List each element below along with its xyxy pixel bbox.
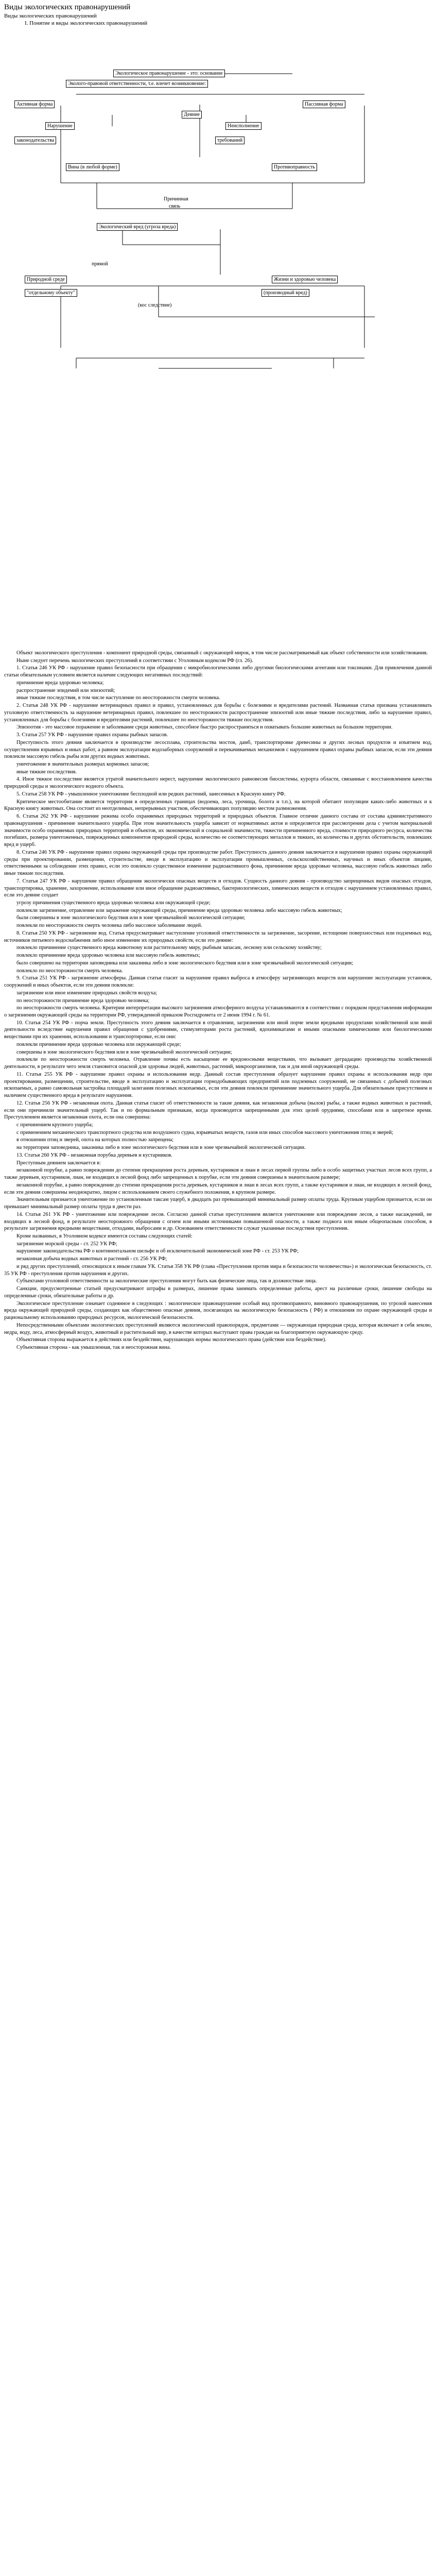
- paragraph: иные тяжкие последствия, в том числе наступление по неосторожности смерти человека.: [16, 695, 220, 701]
- cause-label: Причинная: [164, 196, 188, 202]
- ecological-harm-box: Экологический вред (угроза вреда): [97, 223, 178, 231]
- paragraph: незаконной порубке, а равно повреждении до степени прекращения роста деревьев, кустарников и лиан в лесах первой группы либо в особо защитных участках лесов всех групп, а также деревьев, кустарников, лиан, не входящих в лесной фонд либо запрещенных к порубке, если эти деяния совершены в значительном размере;: [4, 1167, 432, 1181]
- paragraph: 11. Статья 255 УК РФ - нарушение правил охраны и использования недр. Данный состав преступления образует нарушение правил охраны и использования недр при проектировании, размещении, строительстве, вводе в эксплуатацию и эксплуатации горнодобывающих предприятий или подземных сооружений, не связанных с добычей полезных ископаемых, а равно самовольная застройка площадей залегания полезных ископаемых, если эти деяния повлекли причинение значительного ущерба. Для обязательным присутствием и наличием существенного вреда в результате нарушения.: [4, 1071, 432, 1099]
- unlawful-box: Противоправность: [272, 163, 317, 171]
- industrial-harm-box: (производный вред): [261, 289, 309, 297]
- section-title: I. Понятие и виды экологических правонарушений: [25, 20, 148, 26]
- paragraph: с причинением крупного ущерба;: [16, 1122, 93, 1128]
- paragraph: 8. Статья 246 УК РФ - нарушение правил охраны окружающей среды при производстве работ. Преступность данного деяния заключается в нарушении правил охраны окружающей среды при проектировании, размещении, строительстве, вводе в эксплуатацию и эксплуатации промышленных, сельскохозяйственных, научных и иных объектов лицами, ответственными за соблюдение этих правил, если это повлекло существенное изменение радиоактивного фона, причинение вреда здоровью человека, массовую гибель животных либо иные тяжкие последствия.: [4, 849, 432, 877]
- scheme-connectors: [4, 28, 432, 647]
- paragraph: 10. Статья 254 УК РФ - порча земли. Преступность этого деяния заключается в отравлении, загрязнении или иной порче земли вредными продуктами хозяйственной или иной деятельности вследствие нарушения правил обращения с удобрениями, стимуляторами роста растений, ядохимикатами и иными опасными химическими или биологическими веществами при их хранении, использовании и транспортировке, если они:: [4, 1020, 432, 1040]
- paragraph: 2. Статья 248 УК РФ - нарушение ветеринарных правил и правил, установленных для борьбы с болезнями и вредителями растений. Названная статья призвана устанавливать уголовную ответственность за нарушение ветеринарных правил, повлекшее по неосторожности распространение эпизоотий или иные тяжкие последствия, либо за нарушение правил, установленных для борьбы с болезнями и вредителями растений, повлекшее по неосторожности тяжкие последствия.: [4, 703, 432, 723]
- paragraph: незаконная добыча водных животных и растений - ст. 256 УК РФ;: [16, 1256, 167, 1262]
- paragraph: 4. Иное тяжкое последствие является утратой значительного нерест, нарушение экологического равновесия биосистемы, курорта области, связанные с восстановлением качества природной среды и экологического водного объекта.: [4, 776, 432, 790]
- env-box: Природной среде: [25, 276, 67, 283]
- paragraph: 5. Статья 258 УК РФ - умышленное уничтожение бесплодной или редких растений, занесенных в Красную книгу РФ.: [16, 791, 286, 797]
- paragraph: повлекли по неосторожности смерть человека. Отравление почвы есть насыщение ее вредоносными веществами, что вызывает деградацию производства хозяйственной деятельности, в результате чего земля становится опасной для здоровья людей, животных, растений, микроорганизмов, так и для иной окружающей среды.: [4, 1057, 432, 1070]
- paragraph: 3. Статья 257 УК РФ - нарушение правил охраны рыбных запасов.: [16, 732, 168, 738]
- violation-box: Нарушение: [45, 122, 75, 130]
- paragraph: Ныне следует перечень экологических преступлений в соответствии с Уголовным кодексом РФ (гл. 26).: [16, 657, 253, 664]
- paragraph: повлекло по неосторожности смерть человека.: [16, 968, 123, 974]
- paragraph: Субъективная сторона - как умышленная, так и неосторожная вина.: [16, 1345, 171, 1351]
- requirements-box: требований: [215, 137, 245, 144]
- paragraph: с применением механического транспортного средства или воздушного судна, взрывчатых веществ, газов или иных способов массового уничтожения птиц и зверей;: [16, 1129, 393, 1136]
- paragraph: 1. Статья 246 УК РФ - нарушение правил безопасности при обращении с микробиологическими либо другими биологическими агентами или токсинами. Для привлечения данной статьи обязательным условием является наличие следующих негативных последствий:: [4, 665, 432, 679]
- paragraph: Эпизоотия - это массовое поражение и заболевание среди животных, способное быстро распространяться и охватывать большие животных на большом территории.: [16, 724, 393, 731]
- paragraph: в отношении птиц и зверей, охота на которых полностью запрещена;: [16, 1137, 174, 1143]
- link-label: связь: [169, 204, 181, 209]
- natural-object-box: "отдельному объекту": [25, 289, 77, 297]
- paragraph: повлекло причинение существенного вреда животному или растительному миру, рыбным запасам, лесному или сельскому хозяйству;: [16, 945, 322, 951]
- paragraph: Экологическое преступление означает содеянное в следующих : экологическое правонарушение особый вид противоправного, виновного правонарушения, по угрозой нанесения вреда окружающей природной среды, создающих как общественно опасные деяния, посягающих на экологическую безопасность ( РФ) и отношения по охране окружающей среды и рациональному использованию природных ресурсов, экологической безопасности.: [4, 1300, 432, 1321]
- kos-label: (кос следствие): [138, 302, 172, 308]
- paragraph: повлекли загрязнение, отравление или заражение окружающей среды, причинение вреда здоровью человека либо массовую гибель животных;: [16, 907, 342, 913]
- liability-box: Эколого-правовой ответственности, т.е. влечет возникновение:: [66, 80, 208, 88]
- paragraph: и ряд других преступлений, относящихся к иным главам УК. Статья 358 УК РФ (глава «Преступления против мира и безопасности человечества») и экологическая безопасность, ст. 35 УК РФ - преступления против нарушения и других.: [4, 1263, 432, 1277]
- paragraph: 6. Статья 262 УК РФ - нарушение режима особо охраняемых природных территорий и природных объектов. Главное отличие данного состава от состава административного правонарушения - причинение значительного ущерба. При этом значительность ущерба зависит от нормативных актов и определяется при рассмотрении дела с учетом материальной значимости особо охраняемых природных территорий и объектов, их экономической и социальной значимости, тяжести причиненного вреда, стоимости природного ресурса, количества погибших, размера уничтоженных, поврежденных компонентов природной среды, количество ее соответствующих металлов и тяжких, их количества и других обстоятельств, повлекших вред и ущерб.: [4, 814, 432, 848]
- paragraph: Кроме названных, в Уголовном кодексе имеются составы следующих статей:: [16, 1233, 193, 1240]
- paragraph: Субъектами уголовной ответственности за экологические преступления могут быть как физические лица, так и должностные лица.: [16, 1278, 317, 1284]
- paragraph: незаконной порубке, а равно повреждении до степени прекращения роста деревьев, кустарников и лиан в лесах всех групп, а также кустарников и лиан, не входящих в лесной фонд, если эти деяния совершены неоднократно, лицом с использованием своего служебного положения, в крупном размере.: [4, 1182, 432, 1195]
- paragraph: по неосторожности смерть человека. Критерии интерпретации высокого загрязнения атмосферного воздуха устанавливаются в соответствии с порядком представления информации о загрязнении окружающей среды на территории РФ, утвержденной приказом Росгидромета от 2 июня 1994 г. № 61.: [4, 1005, 432, 1018]
- paragraph: распространение эпидемий или эпизоотий;: [16, 687, 115, 693]
- offense-scheme-diagram: [4, 28, 432, 647]
- action-box: Деяние: [182, 111, 202, 118]
- paragraph: Преступность этого деяния заключается в производстве лесосплава, строительства мостов, дамб, транспортировке древесины и других лесных продуктов и изъятием вод, осуществлении взрывных и иных работ, а равном эксплуатации водозаборных сооружений и перекачиваемых механизмов с нарушением правил охраны рыбных запасов, если эти деяния повлекли массовую гибель рыбы или других водных животных.: [4, 739, 432, 760]
- article-text: [4, 650, 432, 1351]
- paragraph: причинение вреда здоровью человека;: [16, 680, 104, 686]
- guilt-box: Вина (в любой форме): [66, 163, 119, 171]
- paragraph: загрязнение морской среды - ст. 252 УК РФ;: [16, 1241, 117, 1247]
- paragraph: 13. Статья 260 УК РФ - незаконная порубка деревьев и кустарников.: [16, 1152, 172, 1158]
- paragraph: по неосторожности причинение вреда здоровью человека;: [16, 997, 150, 1004]
- paragraph: Объект экологического преступления - компонент природной среды, связанный с окружающей мирок, в том числе рассматриваемый как объект собственности или хозяйствования.: [16, 650, 428, 656]
- legislation-box: законодательства: [14, 137, 56, 144]
- paragraph: Санкции, предусмотренные статьей предусматривают штрафы в размерах, лишение права занимать определенные работы, арест на различные сроки, лишение свободы на определенные сроки, обязательные работы и др.: [4, 1286, 432, 1299]
- paragraph: повлекли по неосторожности смерть человека либо массовое заболевание людей.: [16, 923, 202, 929]
- paragraph: уничтожение в значительных размерах кормовых запасов;: [16, 761, 149, 768]
- paragraph: на территории заповедника, заказника либо в зоне экологического бедствия или в зоне чрезвычайной экологической ситуации.: [16, 1145, 306, 1151]
- paragraph: Преступным деянием заключается в:: [16, 1160, 101, 1166]
- paragraph: 7. Статья 247 УК РФ - нарушение правил обращения экологически опасных веществ и отходов. Сущность данного деяния - производство запрещенных видов опасных отходов, транспортировка, хранение, захоронение, использование или иное обращение радиоактивных, бактериологических, химических веществ и отходов с нарушением установленных правил, если это деяние создает: [4, 878, 432, 899]
- paragraph: повлекло причинение вреда здоровью человека или массовую гибель животных;: [16, 953, 201, 959]
- top-block: Экологическое правонарушение - это: основание: [113, 70, 225, 77]
- direct-label: прямой: [92, 261, 108, 267]
- health-box: Жизни и здоровью человека: [272, 276, 338, 283]
- passive-form-box: Пассивная форма: [303, 100, 345, 108]
- paragraph: иные тяжкие последствия.: [16, 769, 77, 775]
- paragraph: Критическое местообитание является территория в определенных границах (водоема, леса, урочища, болота и т.п.), на которой обитают популяции каких-либо животных и к Красную книгу животных. Она состоит из неотделимых, непрерывных участков, обеспечивающих популяцию местом размножения.: [4, 799, 432, 812]
- active-form-box: Активная форма: [14, 100, 55, 108]
- page-subtitle: Виды экологических правонарушений: [4, 13, 97, 19]
- paragraph: повлекли причинение вреда здоровью человека или окружающей среде;: [16, 1041, 181, 1047]
- paragraph: 14. Статья 261 УК РФ - уничтожение или повреждение лесов. Согласно данной статьи преступлением является уничтожение или повреждение лесов, а также насаждений, не входящих в лесной фонд, в результате неосторожного обращения с огнем или иными источниками повышенной опасности, а также поджога или иным общеопасным способом, в результате загрязнения вредными веществами, отходами, выбросами и др. Основанием ответственности служат указанные последствия преступления.: [4, 1211, 432, 1232]
- paragraph: было совершено на территории заповедника или заказника либо в зоне экологического бедствия или в зоне чрезвычайной экологической ситуации;: [16, 960, 353, 966]
- paragraph: 8. Статья 250 УК РФ - загрязнение вод. Статья предусматривает наступление уголовной ответственности за загрязнение, засорение, истощение поверхностных или подземных вод, источников питьевого водоснабжения либо иное изменение их природных свойств, если это деяние:: [4, 930, 432, 943]
- paragraph: загрязнение или иное изменение природных свойств воздуха;: [16, 990, 158, 996]
- paragraph: совершены в зоне экологического бедствия или в зоне чрезвычайной экологической ситуации;: [16, 1049, 232, 1055]
- paragraph: 9. Статья 251 УК РФ - загрязнение атмосферы. Данная статья гласит за нарушение правил выброса в атмосферу загрязняющих веществ или нарушение эксплуатации установок, сооружений и иных объектов, если эти деяния повлекли:: [4, 975, 432, 989]
- non-perform-box: Неисполнение: [225, 122, 261, 130]
- paragraph: 12. Статья 256 УК РФ - незаконная охота. Данная статья гласит об ответственности за такие деяния, как незаконная добыча (вылов) рыбы, а также водных животных и растений, если они причинили значительный ущерб. Так и по формальным признакам, когда производится запрещенными для этих целей орудиями, способами или в запретное время. Преступлением является незаконная охота, если она совершена:: [4, 1100, 432, 1121]
- paragraph: Непосредственными объектами экологических преступлений являются экологический правопорядок, предметами — окружающая природная среда, которая включает в себя землю, недра, воду, леса, атмосферный воздух, животный и растительный мир, в качестве которых выступают права граждан на благоприятную окружающую среду.: [4, 1322, 432, 1335]
- paragraph: Объективная сторона выражается в действиях или бездействии, нарушающих нормы экологического права (действие или бездействие).: [16, 1337, 326, 1343]
- paragraph: были совершены в зоне экологического бедствия или в зоне чрезвычайной экологической ситуации;: [16, 915, 246, 921]
- paragraph: Значительным признается уничтожение по установленным таксам ущерб, в двадцать раз превышающий минимальный размер оплаты труда. Крупным ущербом признается, если он превышает минимальный размер оплаты труда в двести раз.: [4, 1197, 432, 1210]
- page-title: Виды экологических правонарушений: [4, 3, 131, 11]
- paragraph: угрозу причинения существенного вреда здоровью человека или окружающей среде;: [16, 900, 211, 906]
- paragraph: нарушение законодательства РФ о континентальном шельфе и об исключительной экономической зоне РФ - ст. 253 УК РФ;: [16, 1248, 299, 1255]
